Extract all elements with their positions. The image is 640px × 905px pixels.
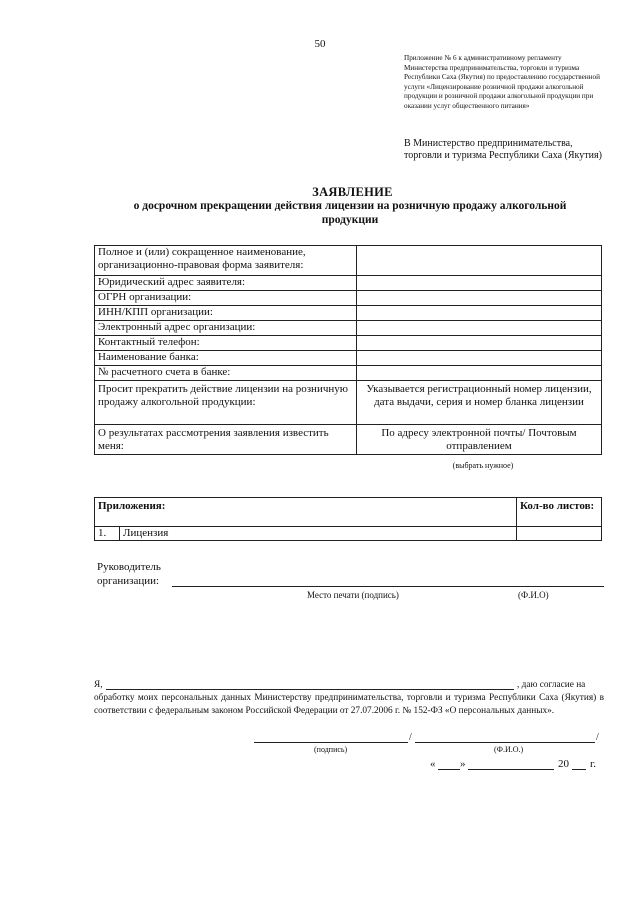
choose-note: (выбрать нужное) [452, 461, 514, 470]
field-label: Электронный адрес организации: [95, 321, 357, 336]
table-row [95, 246, 602, 276]
field-value[interactable] [357, 366, 602, 381]
sheet-count-header: Кол-во листов: [517, 498, 602, 527]
consent-prefix: Я, [94, 680, 103, 690]
table-row [95, 527, 602, 541]
table-row [95, 321, 602, 336]
table-row [95, 306, 602, 321]
document-subtitle: о досрочном прекращении действия лицензии на розничную продажу алкогольной продукции [133, 200, 567, 226]
field-value[interactable] [357, 306, 602, 321]
field-label: Полное и (или) сокращенное наименование, организационно-правовая форма заявителя: [95, 246, 357, 276]
director-label-text: Руководитель организации: [97, 561, 161, 587]
attachments-header: Приложения: [95, 498, 517, 527]
addressee: В Министерство предпринимательства, торговли и туризма Республики Саха (Якутия) [404, 138, 602, 162]
field-value[interactable] [357, 276, 602, 291]
date-line [430, 758, 605, 772]
table-row [95, 351, 602, 366]
field-label: Просит прекратить действие лицензии на розничную продажу алкогольной продукции: [95, 381, 357, 425]
fio-line[interactable] [415, 742, 595, 743]
field-label: Юридический адрес заявителя: [95, 276, 357, 291]
stamp-caption: Место печати (подпись) [307, 590, 399, 600]
page-number: 50 [314, 38, 326, 50]
table-row [95, 366, 602, 381]
fio-caption-2: (Ф.И.О.) [494, 745, 524, 754]
appendix-note: Приложение № 6 к административному регламенту Министерства предпринимательства, торговли и туризма Республики Саха (Якутия) по предоставлению государственной услуги «Лицензирование розничной продажи алкогольной продукции и розничной продажи алкогольной продукции при оказании услуг общественного питания» [404, 54, 600, 110]
slash-1: / [409, 732, 412, 743]
field-value[interactable] [357, 351, 602, 366]
director-signature-line[interactable] [172, 586, 604, 587]
slash-2: / [596, 732, 599, 743]
signature-line[interactable] [254, 742, 408, 743]
date-month-field[interactable] [468, 769, 554, 770]
date-year-field[interactable] [572, 769, 586, 770]
field-value[interactable] [357, 321, 602, 336]
attachment-number: 1. [95, 527, 120, 541]
consent-name-field[interactable] [106, 689, 514, 690]
date-year: 20 [558, 758, 569, 770]
date-suffix: г. [590, 758, 597, 770]
table-row [95, 498, 602, 527]
table-row [95, 381, 602, 425]
field-label: Контактный телефон: [95, 336, 357, 351]
table-row [95, 336, 602, 351]
consent-line [94, 679, 604, 692]
field-value[interactable] [357, 246, 602, 276]
field-label: Наименование банка: [95, 351, 357, 366]
attachment-name: Лицензия [120, 527, 517, 541]
date-close: » [460, 758, 466, 770]
consent-suffix: , даю согласие на [517, 680, 586, 690]
table-row [95, 425, 602, 455]
attachment-count[interactable] [517, 527, 602, 541]
field-label: № расчетного счета в банке: [95, 366, 357, 381]
attachments-table [94, 497, 602, 541]
date-day-field[interactable] [438, 769, 460, 770]
fio-caption: (Ф.И.О) [518, 590, 549, 600]
date-open: « [430, 758, 436, 770]
applicant-info-table [94, 245, 602, 455]
table-row [95, 291, 602, 306]
field-label: О результатах рассмотрения заявления известить меня: [95, 425, 357, 455]
field-value[interactable]: Указывается регистрационный номер лицензии, дата выдачи, серия и номер бланка лицензии [357, 381, 602, 425]
field-value[interactable] [357, 336, 602, 351]
field-label: ОГРН организации: [95, 291, 357, 306]
field-value[interactable] [357, 291, 602, 306]
document-title: ЗАЯВЛЕНИЕ [312, 185, 393, 199]
consent-text: обработку моих персональных данных Министерству предпринимательства, торговли и туризма Республики Саха (Якутия) в соответствии с федеральным законом Российской Федерации от 27.07.2006 г. № 152-ФЗ «О персональных данных». [94, 693, 604, 716]
signature-caption: (подпись) [314, 745, 348, 754]
field-label: ИНН/КПП организации: [95, 306, 357, 321]
director-label [97, 560, 177, 588]
field-value[interactable]: По адресу электронной почты/ Почтовым отправлением [357, 425, 602, 455]
table-row [95, 276, 602, 291]
